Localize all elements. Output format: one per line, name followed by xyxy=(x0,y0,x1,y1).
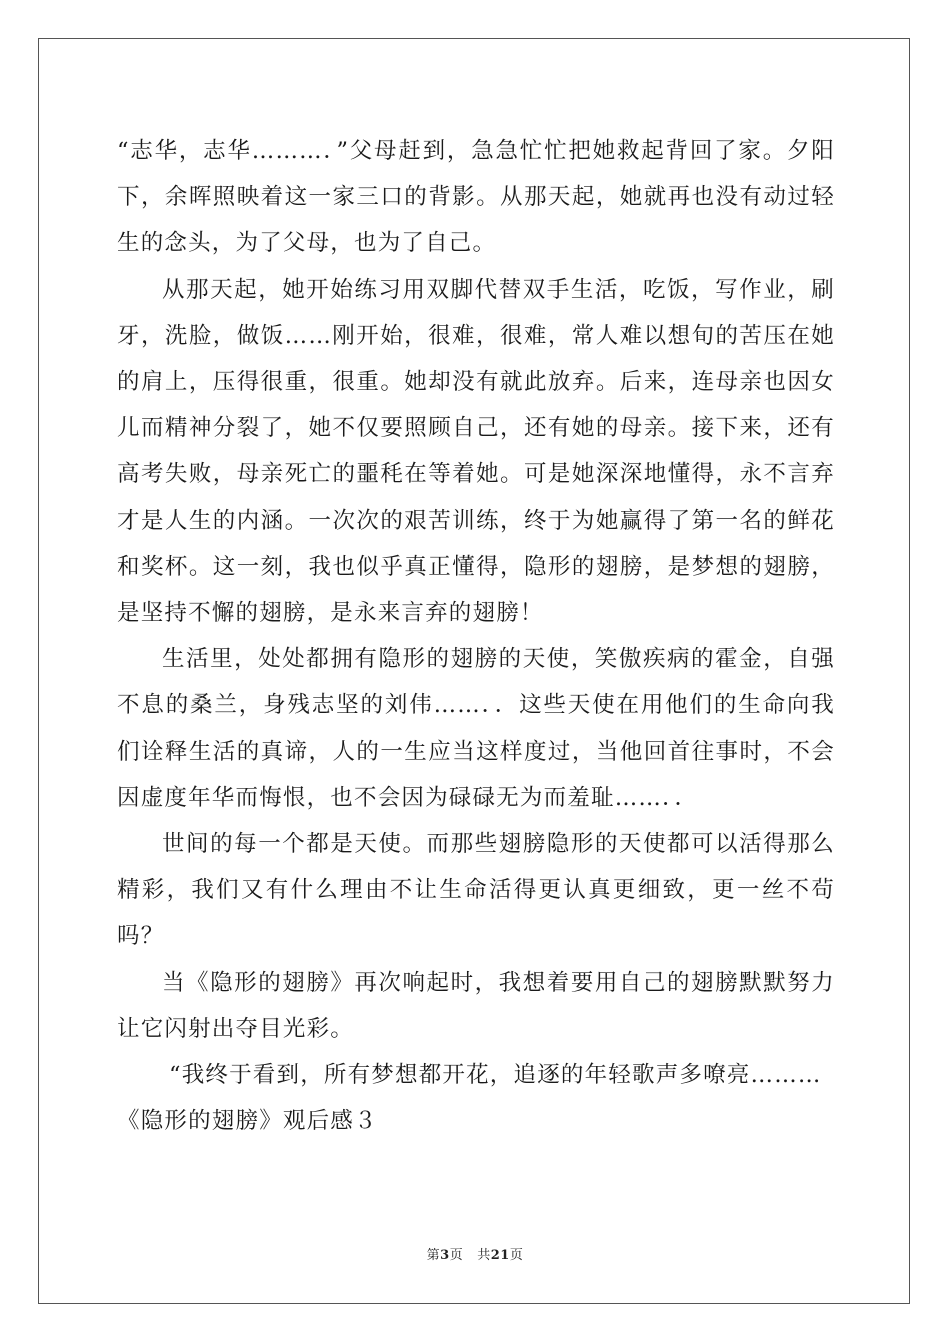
total-suffix: 页 xyxy=(509,1248,524,1263)
page-suffix: 页 xyxy=(449,1248,464,1263)
document-body xyxy=(117,128,835,1144)
paragraph-5: 当《隐形的翅膀》再次响起时，我想着要用自己的翅膀默默努力让它闪射出夺目光彩。 xyxy=(117,969,835,1042)
paragraph-3: 生活里，处处都拥有隐形的翅膀的天使，笑傲疾病的霍金，自强不息的桑兰，身残志坚的刘伟……．．这些天使在用他们的生命向我们诠释生活的真谛，人的一生应当这样度过，当他回首往事时，不会因虚度年华而悔恨，也不会因为碌碌无为而羞耻……．． xyxy=(117,646,835,811)
page-footer xyxy=(0,1244,950,1263)
paragraph-1: “志华，志华………．”父母赶到，急急忙忙把她救起背回了家。夕阳下，余晖照映着这一家三口的背影。从那天起，她就再也没有动过轻生的念头，为了父母，也为了自己。 xyxy=(117,138,835,257)
total-pages: 21 xyxy=(490,1248,510,1263)
total-prefix: 共 xyxy=(477,1248,491,1263)
section-title: 《隐形的翅膀》观后感３ xyxy=(117,1108,378,1135)
paragraph-6: “我终于看到，所有梦想都开花，追逐的年轻歌声多嘹亮……… xyxy=(169,1062,822,1089)
page-number: 3 xyxy=(440,1248,450,1263)
paragraph-2: 从那天起，她开始练习用双脚代替双手生活，吃饭，写作业，刷牙，洗脸，做饭……刚开始，很难，很难，常人难以想旬的苦压在她的肩上，压得很重，很重。她却没有就此放弃。后来，连母亲也因女儿而精神分裂了，她不仅要照顾自己，还有她的母亲。接下来，还有高考失败，母亲死亡的噩秏在等着她。可是她深深地懂得，永不言弃才是人生的内涵。一次次的艰苦训练，终于为她赢得了第一名的鲜花和奖杯。这一刻，我也似乎真正懂得，隐形的翅膀，是梦想的翅膀，是坚持不懈的翅膀，是永来言弃的翅膀！ xyxy=(117,276,835,627)
page-prefix: 第 xyxy=(426,1248,441,1263)
paragraph-4: 世间的每一个都是天使。而那些翅膀隐形的天使都可以活得那么精彩，我们又有什么理由不让生命活得更认真更细致，更一丝不茍吗？ xyxy=(117,831,835,950)
